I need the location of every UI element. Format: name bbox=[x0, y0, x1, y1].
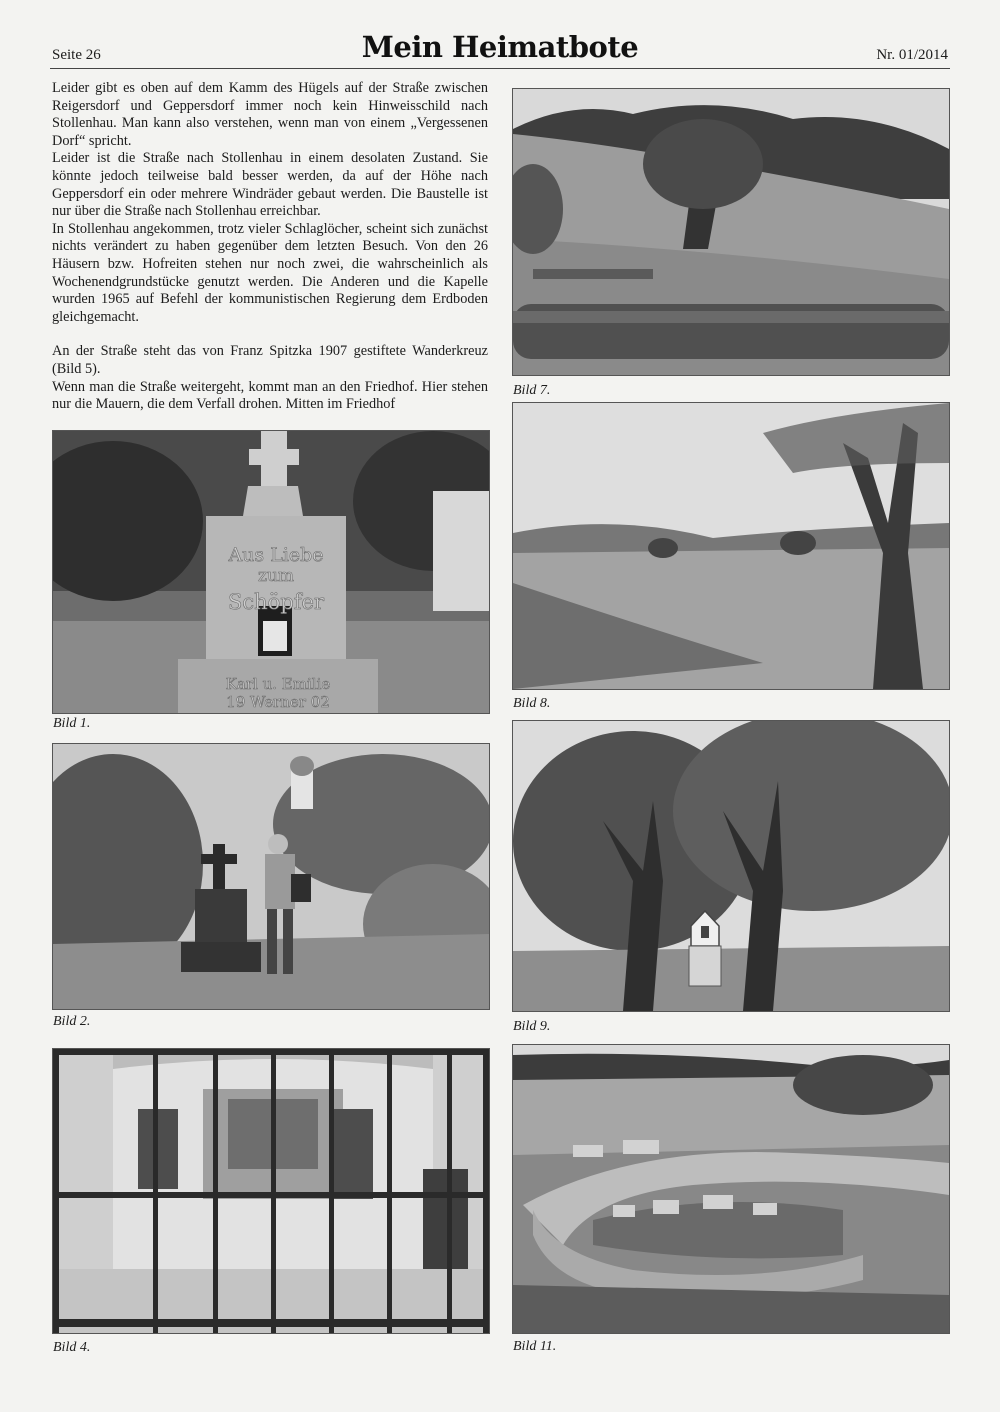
caption-bild4: Bild 4. bbox=[53, 1340, 91, 1355]
inscription-line: Schöpfer bbox=[228, 590, 324, 614]
inscription-line: zum bbox=[257, 566, 295, 586]
article-paragraph: Leider ist die Straße nach Stollenhau in einem desolaten Zustand. Sie könnte jedoch teilweise bald besser werden, da auf der Höhe nach Geppersdorf ein oder mehrere Windräder gebaut werden. Die Baustelle ist nur über die Straße nach Stollenhau erreichbar. bbox=[52, 150, 488, 220]
page-number: Seite 26 bbox=[52, 47, 101, 63]
article-paragraph: In Stollenhau angekommen, trotz vieler Schlaglöcher, scheint sich zunächst nichts verändert zu haben gegenüber dem letzten Besuch. Von den 26 Häusern bzw. Hofreiten stehen nur noch zwei, die wahrscheinlich als Wochenendgrundstücke genutzt werden. Die Anderen und die Kapelle wurden 1965 auf Befehl der kommunistischen Regierung dem Erdboden gleichgemacht. bbox=[52, 220, 488, 325]
photo-bild11 bbox=[512, 1044, 950, 1334]
photo-bild8 bbox=[512, 402, 950, 690]
photo-bild7 bbox=[512, 88, 950, 376]
article-paragraph: Leider gibt es oben auf dem Kamm des Hügels auf der Straße zwischen Reigersdorf und Geppersdorf immer noch kein Hinweisschild nach Stollenhau. Man kann also verstehen, wenn man von einem „Vergessenen Dorf“ spricht. bbox=[52, 80, 488, 149]
caption-bild1: Bild 1. bbox=[53, 716, 91, 731]
photo-bild2 bbox=[52, 743, 490, 1010]
masthead-title: Mein Heimatbote bbox=[361, 30, 639, 64]
article-paragraph: An der Straße steht das von Franz Spitzka 1907 gestiftete Wanderkreuz (Bild 5). bbox=[52, 343, 488, 377]
issue-number: Nr. 01/2014 bbox=[876, 47, 948, 63]
article-paragraph: Wenn man die Straße weitergeht, kommt man an den Friedhof. Hier stehen nur die Mauern, die dem Verfall drohen. Mitten im Friedhof bbox=[52, 378, 488, 413]
article-text bbox=[52, 80, 488, 414]
photo-bild4 bbox=[52, 1048, 490, 1334]
caption-bild7: Bild 7. bbox=[513, 383, 551, 398]
caption-bild8: Bild 8. bbox=[513, 696, 551, 711]
inscription-line: Aus Liebe bbox=[228, 544, 324, 566]
base-inscription: Karl u. Emilie bbox=[225, 675, 331, 693]
photo-bild9 bbox=[512, 720, 950, 1012]
caption-bild2: Bild 2. bbox=[53, 1014, 91, 1029]
caption-bild9: Bild 9. bbox=[513, 1019, 551, 1034]
header-divider bbox=[50, 68, 950, 69]
base-inscription: 19 Werner 02 bbox=[226, 693, 330, 711]
caption-bild11: Bild 11. bbox=[513, 1339, 557, 1354]
photo-bild1 bbox=[52, 430, 490, 714]
